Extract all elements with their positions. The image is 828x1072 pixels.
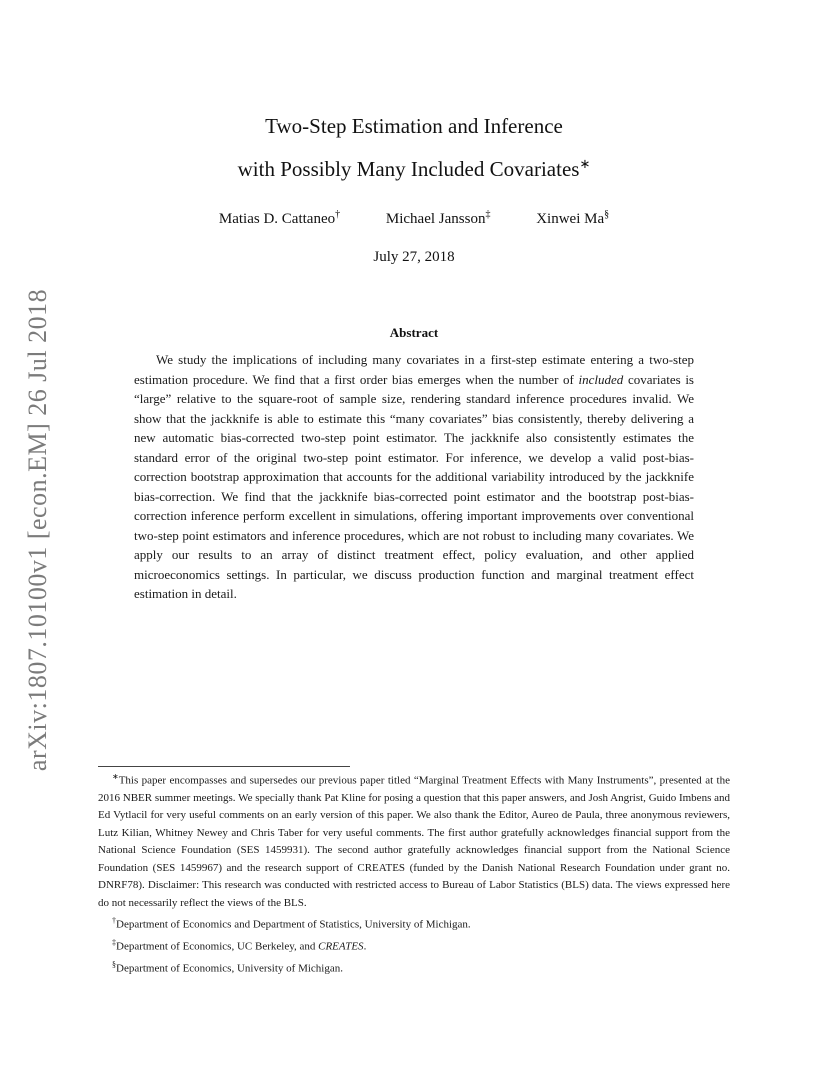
abstract-text [134,350,694,604]
author-mark: † [335,209,341,220]
footnote-text: Department of Economics, UC Berkeley, and [116,940,319,953]
footnotes [98,768,730,978]
footnote-emphasis: CREATES [318,940,364,953]
author-list [0,209,828,228]
paper-title [0,108,828,188]
author-mark: ‡ [485,209,491,220]
title-footnote-mark: ∗ [579,156,591,171]
footnote-affiliation-cattaneo [98,912,730,934]
author-ma [536,209,609,228]
footnote-mark: ∗ [112,772,119,781]
footnote-affiliation-jansson [98,934,730,956]
footnote-text: This paper encompasses and supersedes our previous paper titled “Marginal Treatment Effects with Many Instruments”, presented at the 2016 NBER summer meetings. We specially thank Pat Kline for posing a question that this paper answers, and Josh Angrist, Guido Imbens and Ed Vytlacil for very useful comments on an early version of this paper. We also thank the Editor, Aureo de Paula, three anonymous reviewers, Lutz Kilian, Whitney Newey and Chris Taber for very useful comments. The first author gratefully acknowledges financial support from the National Science Foundation (SES 1459931). The second author gratefully acknowledges financial support from the National Science Foundation (SES 1459967) and the research support of CREATES (funded by the Danish National Research Foundation under grant no. DNRF78). Disclaimer: This research was conducted with restricted access to Bureau of Labor Statistics (BLS) data. The views expressed here do not necessarily reflect the views of the BLS. [98,774,730,909]
author-mark: § [604,209,610,220]
footnote-mark: † [112,915,116,925]
abstract-heading: Abstract [389,325,439,340]
arxiv-identifier: arXiv:1807.10100v1 [econ.EM] 26 Jul 2018 [23,288,52,772]
author-name: Matias D. Cattaneo [218,211,336,227]
footnote-affiliation-ma [98,956,730,978]
abstract-part-1: We study the implications of including many covariates in a first-step estimate entering a two-step estimation procedure. We find that a first order bias emerges when the number of [134,352,694,387]
footnote-mark: § [112,960,116,970]
paper-date: July 27, 2018 [373,249,455,265]
footnote-acknowledgements [98,768,730,912]
author-cattaneo [219,209,340,228]
author-name: Michael Jansson [385,211,486,227]
footnote-text: Department of Economics, University of Michigan. [116,962,343,975]
footnote-text-end: . [363,940,367,953]
abstract-part-2: covariates is “large” relative to the square-root of sample size, rendering standard inference procedures invalid. We show that the jackknife is able to estimate this “many covariates” bias consistently, thereby delivering a new automatic bias-corrected two-step point estimator. The jackknife also consistently estimates the standard error of the original two-step point estimator. For inference, we develop a valid post-bias-correction bootstrap approximation that accounts for the additional variability introduced by the jackknife bias-correction. We find that the jackknife bias-corrected point estimator and the bootstrap post-bias-correction inference perform excellent in simulations, offering important improvements over conventional two-step point estimators and inference procedures, which are not robust to including many covariates. We apply our results to an array of distinct treatment effect, policy evaluation, and other applied microeconomics settings. In particular, we discuss production function and marginal treatment effect estimation in detail. [134,371,694,601]
footnote-text: Department of Economics and Department of Statistics, University of Michigan. [116,918,471,931]
abstract-emphasis: included [578,371,624,387]
author-name: Xinwei Ma [536,211,605,227]
author-jansson [386,209,491,228]
title-line-2-text: with Possibly Many Included Covariates [237,157,580,181]
footnote-mark: ‡ [112,937,116,947]
title-line-1: Two-Step Estimation and Inference [265,114,563,138]
footnote-divider [98,766,350,767]
title-line-2 [0,145,828,188]
